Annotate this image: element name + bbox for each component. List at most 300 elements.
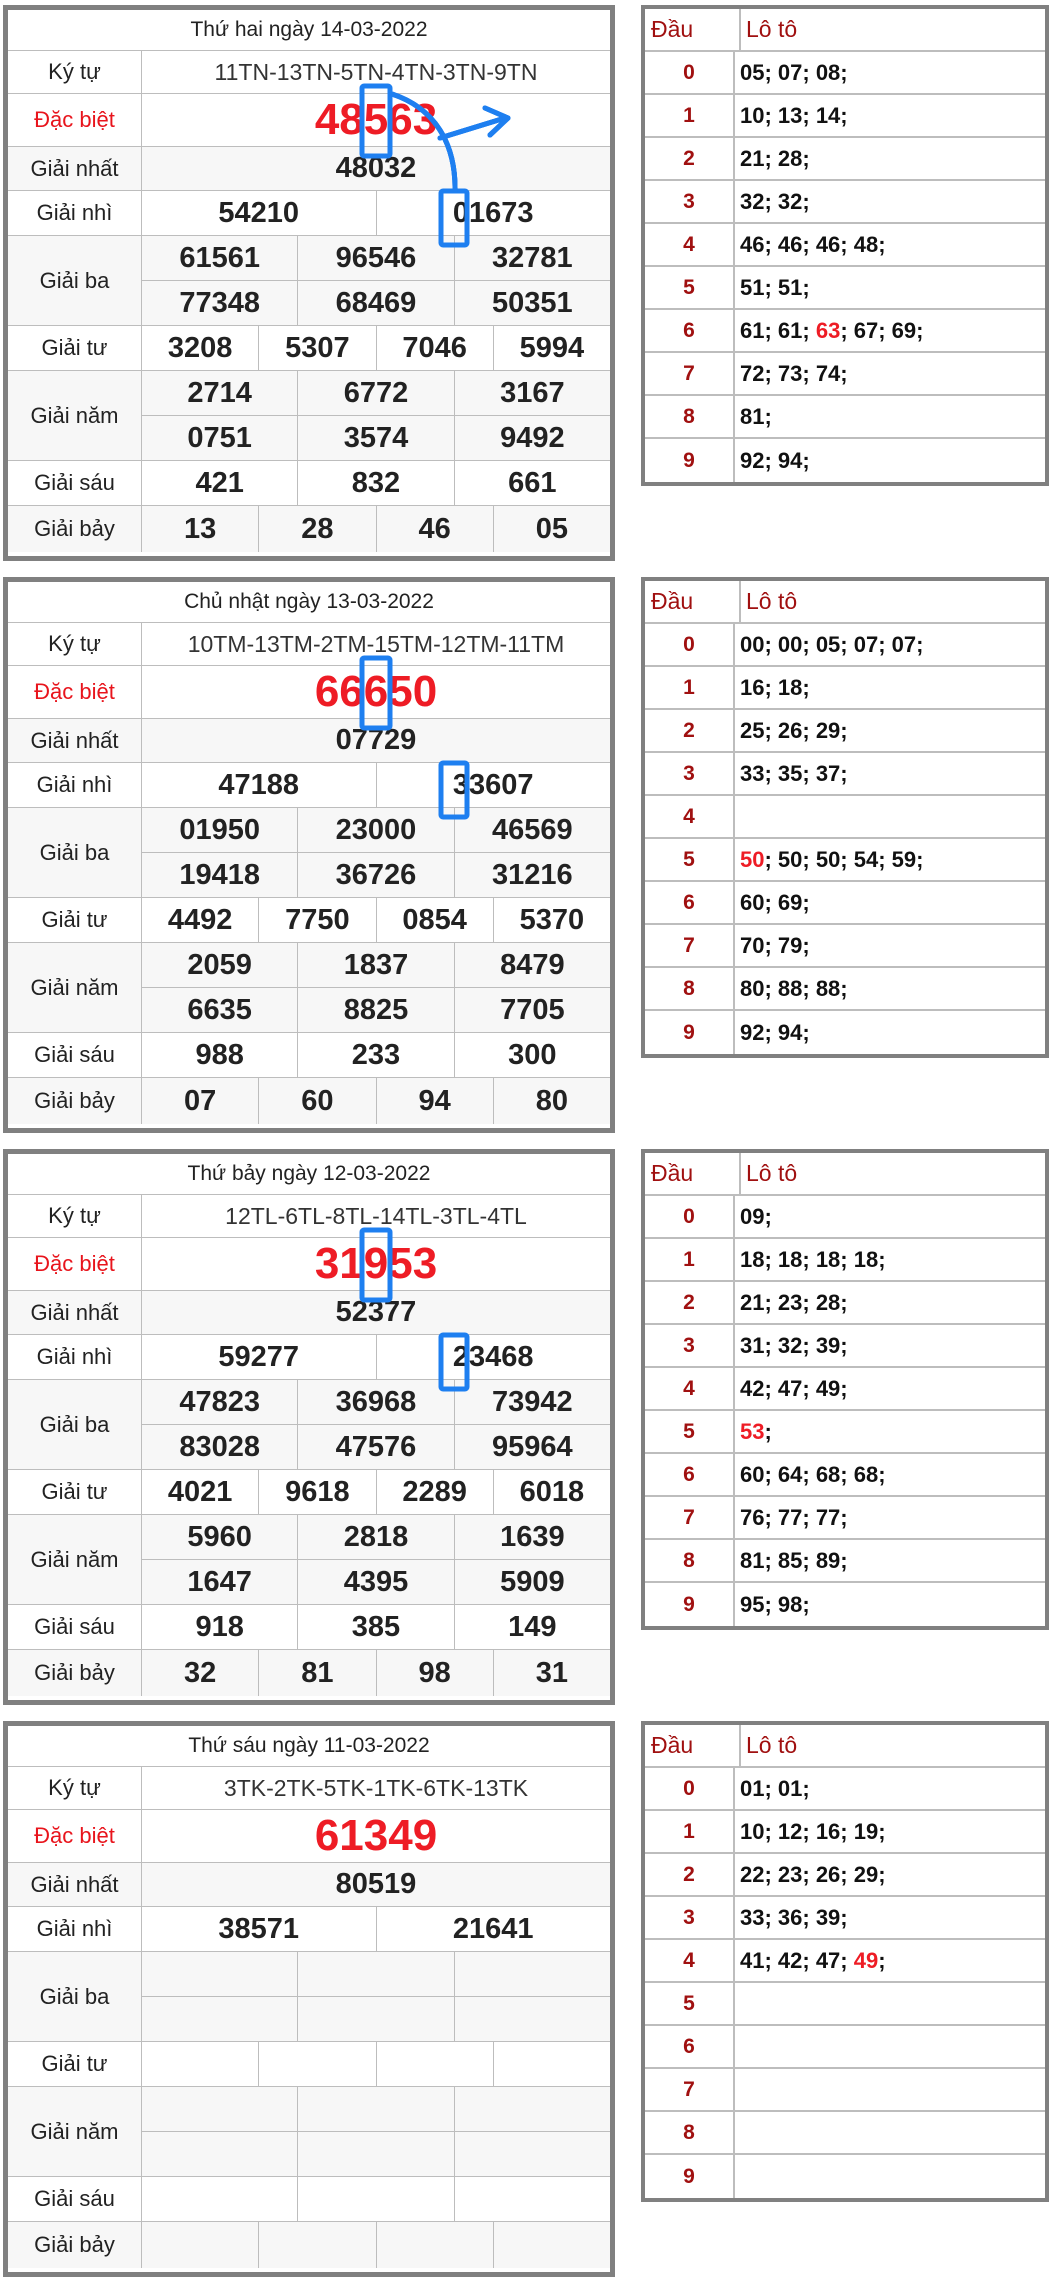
loto-numbers: [735, 882, 1045, 923]
loto-row: [645, 2069, 1045, 2112]
loto-header: [645, 1153, 1045, 1196]
loto-row: [645, 667, 1045, 710]
fifth-prize-number: 9492: [500, 421, 565, 454]
loto-row: [645, 1583, 1045, 1626]
second-prize-label: Giải nhì: [8, 1907, 142, 1951]
loto-head-digit: 8: [645, 396, 735, 437]
loto-special-highlight: 49: [853, 1947, 879, 1973]
loto-head-digit: 5: [645, 839, 735, 880]
fourth-prize-number: 5307: [259, 326, 376, 370]
third-prize-line: [142, 853, 610, 897]
fifth-prize-number: [455, 2087, 610, 2131]
second-prize-values: [142, 1335, 610, 1379]
draw-date-title: Thứ sáu ngày 11-03-2022: [8, 1726, 610, 1767]
third-prize-number: [298, 1952, 454, 1996]
loto-head-digit: 3: [645, 181, 735, 222]
fourth-prize-label: Giải tư: [8, 2042, 142, 2086]
sixth-prize-number: [142, 2177, 298, 2221]
loto-row: [645, 224, 1045, 267]
loto-text: 21; 23; 28;: [740, 1289, 848, 1315]
sixth-prize-number: 661: [508, 466, 557, 499]
draw-date-title: Thứ hai ngày 14-03-2022: [8, 10, 610, 51]
loto-text: 33; 35; 37;: [740, 760, 848, 786]
loto-head-digit: 4: [645, 796, 735, 837]
loto-text: 42; 47; 49;: [740, 1375, 848, 1401]
third-prize-line: [142, 1425, 610, 1469]
loto-text: 46; 46; 46; 48;: [740, 231, 886, 257]
fourth-prize-values: [142, 2042, 610, 2086]
third-prize-number: 83028: [142, 1425, 298, 1469]
loto-numbers: [735, 1239, 1045, 1280]
third-prize-number: 46569: [491, 813, 573, 846]
fifth-prize-number: 1837: [298, 943, 454, 987]
loto-numbers: [735, 624, 1045, 665]
loto-row: [645, 1897, 1045, 1940]
loto-row: [645, 796, 1045, 839]
loto-text: 10; 12; 16; 19;: [740, 1818, 886, 1844]
loto-head-digit: 8: [645, 2112, 735, 2153]
sixth-prize-label: Giải sáu: [8, 1033, 142, 1077]
fifth-prize-number: [142, 2087, 298, 2131]
sixth-prize-values: [142, 1033, 610, 1077]
second-prize-number: 21641: [452, 1912, 534, 1945]
loto-head-digit: 8: [645, 1540, 735, 1581]
loto-numbers: [735, 353, 1045, 394]
second-prize-row: [8, 1335, 610, 1380]
loto-numbers: [735, 267, 1045, 308]
seventh-prize-number: 07: [142, 1078, 259, 1124]
special-prize-row: [8, 1238, 610, 1291]
loto-table: [641, 1721, 1049, 2202]
loto-head-digit: 4: [645, 1940, 735, 1981]
seventh-prize-number: 94: [377, 1078, 494, 1124]
third-prize-line: [142, 236, 610, 281]
loto-numbers: [735, 52, 1045, 93]
loto-special-highlight: 53: [740, 1418, 765, 1444]
third-prize-number: [298, 1997, 454, 2041]
draw-date-title: Chủ nhật ngày 13-03-2022: [8, 582, 610, 623]
first-prize-row: [8, 1863, 610, 1907]
loto-text: 10; 13; 14;: [740, 102, 848, 128]
loto-special-highlight: 50: [740, 846, 765, 872]
loto-row: [645, 710, 1045, 753]
loto-header: [645, 1725, 1045, 1768]
fourth-prize-label: Giải tư: [8, 1470, 142, 1514]
first-prize-row: [8, 147, 610, 191]
loto-text: 41; 42; 47;: [740, 1947, 854, 1973]
loto-head-digit: 2: [645, 138, 735, 179]
fourth-prize-number: [259, 2042, 376, 2086]
loto-text: 51; 51;: [740, 274, 810, 300]
loto-row: [645, 925, 1045, 968]
second-prize-row: [8, 191, 610, 236]
fifth-prize-number: 5960: [142, 1515, 298, 1559]
fifth-prize-line: [142, 416, 610, 460]
loto-numbers: [735, 2155, 1045, 2198]
loto-head-digit: 5: [645, 267, 735, 308]
loto-numbers: [735, 1196, 1045, 1237]
loto-row: [645, 1325, 1045, 1368]
loto-numbers: [735, 1282, 1045, 1323]
loto-numbers: [735, 1854, 1045, 1895]
fifth-prize-line: [142, 943, 610, 988]
first-prize-row: [8, 1291, 610, 1335]
fifth-prize-label: Giải năm: [8, 943, 142, 1032]
loto-numbers: [735, 2069, 1045, 2110]
loto-head-digit: 3: [645, 1897, 735, 1938]
fourth-prize-values: [142, 326, 610, 370]
seventh-prize-row: [8, 506, 610, 552]
dau-header: Đầu: [645, 1153, 741, 1194]
ky-tu-value: 3TK-2TK-5TK-1TK-6TK-13TK: [223, 1774, 529, 1801]
loto-numbers: [735, 1811, 1045, 1852]
first-prize-label: Giải nhất: [8, 1863, 142, 1906]
loto-row: [645, 267, 1045, 310]
second-prize-label: Giải nhì: [8, 763, 142, 807]
second-prize-number: 23468: [452, 1340, 534, 1373]
fifth-prize-row: [8, 2087, 610, 2177]
second-prize-number: 59277: [142, 1335, 377, 1379]
first-prize-label: Giải nhất: [8, 1291, 142, 1334]
fifth-prize-label: Giải năm: [8, 1515, 142, 1604]
loto-numbers: [735, 753, 1045, 794]
third-prize-label: Giải ba: [8, 1952, 142, 2041]
second-prize-number: 54210: [142, 191, 377, 235]
fourth-prize-number: 5994: [519, 331, 585, 364]
fifth-prize-line: [142, 371, 610, 416]
fourth-prize-label: Giải tư: [8, 898, 142, 942]
third-prize-row: [8, 1380, 610, 1470]
ky-tu-label: Ký tự: [8, 623, 142, 665]
third-prize-line: [142, 1997, 610, 2041]
sixth-prize-values: [142, 2177, 610, 2221]
loto-row: [645, 882, 1045, 925]
second-prize-label: Giải nhì: [8, 1335, 142, 1379]
loto-row: [645, 1282, 1045, 1325]
sixth-prize-number: 233: [298, 1033, 454, 1077]
fourth-prize-number: [377, 2042, 494, 2086]
loto-numbers: [735, 396, 1045, 437]
fifth-prize-row: [8, 371, 610, 461]
results-table: [3, 5, 615, 561]
loto-text: 00; 00; 05; 07; 07;: [740, 631, 924, 657]
loto-row: [645, 753, 1045, 796]
sixth-prize-number: 988: [142, 1033, 298, 1077]
third-prize-number: 77348: [142, 281, 298, 325]
draw-block: [0, 1721, 1057, 2281]
sixth-prize-number: [455, 2177, 610, 2221]
fifth-prize-number: 1647: [142, 1560, 298, 1604]
loto-text: 31; 32; 39;: [740, 1332, 848, 1358]
fifth-prize-number: 6635: [142, 988, 298, 1032]
loto-text: 61; 61;: [740, 317, 816, 343]
loto-header: [645, 9, 1045, 52]
first-prize-number: 52377: [335, 1296, 417, 1328]
loto-text: 72; 73; 74;: [740, 360, 848, 386]
special-prize-number: 31953: [314, 1239, 438, 1288]
loto-head-digit: 3: [645, 753, 735, 794]
fifth-prize-row: [8, 1515, 610, 1605]
fifth-prize-line: [142, 1515, 610, 1560]
seventh-prize-label: Giải bảy: [8, 506, 142, 552]
loto-head-digit: 1: [645, 667, 735, 708]
loto-numbers: [735, 1368, 1045, 1409]
fifth-prize-number: [455, 2132, 610, 2176]
loto-text: 18; 18; 18; 18;: [740, 1246, 886, 1272]
fourth-prize-number: 0854: [377, 898, 494, 942]
loto-header-label: Lô tô: [746, 588, 798, 614]
second-prize-number: 01673: [452, 196, 534, 229]
loto-numbers: [735, 310, 1045, 351]
loto-numbers: [735, 2026, 1045, 2067]
loto-head-digit: 1: [645, 1239, 735, 1280]
loto-text: 22; 23; 26; 29;: [740, 1861, 886, 1887]
loto-row: [645, 839, 1045, 882]
third-prize-values: [142, 236, 610, 325]
ky-tu-value: 11TN-13TN-5TN-4TN-3TN-9TN: [214, 58, 538, 85]
loto-text: ;: [764, 1418, 772, 1444]
draw-block: [0, 5, 1057, 565]
ky-tu-value: 12TL-6TL-8TL-14TL-3TL-4TL: [225, 1202, 527, 1229]
fifth-prize-number: 3167: [500, 376, 565, 409]
third-prize-line: [142, 808, 610, 853]
special-prize-number: 61349: [314, 1811, 438, 1860]
loto-row: [645, 310, 1045, 353]
loto-row: [645, 1854, 1045, 1897]
loto-head-digit: 5: [645, 1411, 735, 1452]
fourth-prize-row: [8, 326, 610, 371]
loto-row: [645, 2155, 1045, 2198]
loto-head-digit: 9: [645, 1011, 735, 1054]
loto-numbers: [735, 1011, 1045, 1054]
third-prize-values: [142, 1380, 610, 1469]
loto-row: [645, 2112, 1045, 2155]
sixth-prize-row: [8, 461, 610, 506]
loto-numbers: [735, 925, 1045, 966]
second-prize-label: Giải nhì: [8, 191, 142, 235]
third-prize-number: 36968: [298, 1380, 454, 1424]
draw-block: [0, 1149, 1057, 1709]
special-prize-label: Đặc biệt: [8, 1238, 142, 1290]
third-prize-number: [455, 1997, 610, 2041]
loto-numbers: [735, 2112, 1045, 2153]
loto-text: 92; 94;: [740, 447, 810, 473]
loto-row: [645, 2026, 1045, 2069]
third-prize-number: 19418: [142, 853, 298, 897]
loto-header-label: Lô tô: [746, 1732, 798, 1758]
fifth-prize-values: [142, 1515, 610, 1604]
fifth-prize-values: [142, 943, 610, 1032]
fifth-prize-number: [298, 2132, 454, 2176]
loto-numbers: [735, 968, 1045, 1009]
loto-row: [645, 1768, 1045, 1811]
results-table: [3, 577, 615, 1133]
seventh-prize-label: Giải bảy: [8, 2222, 142, 2268]
second-prize-row: [8, 763, 610, 808]
loto-text: ; 50; 50; 54; 59;: [764, 846, 924, 872]
loto-head-digit: 1: [645, 1811, 735, 1852]
second-prize-number: 33607: [452, 768, 534, 801]
seventh-prize-number: 46: [377, 506, 494, 552]
fifth-prize-line: [142, 988, 610, 1032]
fifth-prize-values: [142, 371, 610, 460]
first-prize-label: Giải nhất: [8, 147, 142, 190]
third-prize-row: [8, 808, 610, 898]
seventh-prize-row: [8, 2222, 610, 2268]
loto-text: 60; 69;: [740, 889, 810, 915]
fifth-prize-number: 5909: [500, 1565, 565, 1598]
fourth-prize-label: Giải tư: [8, 326, 142, 370]
second-prize-values: [142, 763, 610, 807]
third-prize-number: 47576: [298, 1425, 454, 1469]
loto-head-digit: 9: [645, 1583, 735, 1626]
loto-text: 05; 07; 08;: [740, 59, 848, 85]
seventh-prize-number: 60: [259, 1078, 376, 1124]
loto-numbers: [735, 710, 1045, 751]
sixth-prize-values: [142, 461, 610, 505]
special-prize-label: Đặc biệt: [8, 1810, 142, 1862]
third-prize-label: Giải ba: [8, 808, 142, 897]
loto-head-digit: 6: [645, 1454, 735, 1495]
second-prize-values: [142, 191, 610, 235]
third-prize-number: 36726: [298, 853, 454, 897]
loto-text: 95; 98;: [740, 1591, 810, 1617]
loto-text: 70; 79;: [740, 932, 810, 958]
second-prize-row: [8, 1907, 610, 1952]
third-prize-number: 01950: [142, 808, 298, 852]
loto-head-digit: 2: [645, 1854, 735, 1895]
ky-tu-label: Ký tự: [8, 1195, 142, 1237]
fifth-prize-row: [8, 943, 610, 1033]
loto-special-highlight: 63: [815, 317, 841, 343]
third-prize-number: [455, 1952, 610, 1996]
loto-row: [645, 95, 1045, 138]
dau-header: Đầu: [645, 581, 741, 622]
seventh-prize-number: [494, 2222, 610, 2268]
seventh-prize-label: Giải bảy: [8, 1650, 142, 1696]
second-prize-number: 47188: [142, 763, 377, 807]
fifth-prize-number: [298, 2087, 454, 2131]
loto-numbers: [735, 1497, 1045, 1538]
loto-numbers: [735, 667, 1045, 708]
loto-text: 81; 85; 89;: [740, 1547, 848, 1573]
sixth-prize-number: 918: [142, 1605, 298, 1649]
sixth-prize-number: 421: [142, 461, 298, 505]
seventh-prize-number: 13: [142, 506, 259, 552]
loto-text: 01; 01;: [740, 1775, 810, 1801]
special-prize-row: [8, 666, 610, 719]
loto-text: 25; 26; 29;: [740, 717, 848, 743]
loto-head-digit: 6: [645, 310, 735, 351]
fourth-prize-number: 7046: [377, 326, 494, 370]
loto-text: 09;: [740, 1203, 772, 1229]
loto-row: [645, 1011, 1045, 1054]
fifth-prize-number: 8825: [298, 988, 454, 1032]
ky-tu-label: Ký tự: [8, 51, 142, 93]
sixth-prize-number: 149: [508, 1610, 557, 1643]
special-prize-row: [8, 94, 610, 147]
third-prize-number: 23000: [298, 808, 454, 852]
results-table: [3, 1149, 615, 1705]
loto-numbers: [735, 839, 1045, 880]
fourth-prize-values: [142, 1470, 610, 1514]
loto-numbers: [735, 181, 1045, 222]
loto-row: [645, 1940, 1045, 1983]
seventh-prize-number: [259, 2222, 376, 2268]
fifth-prize-values: [142, 2087, 610, 2176]
loto-numbers: [735, 138, 1045, 179]
third-prize-number: 61561: [142, 236, 298, 280]
fourth-prize-number: 3208: [142, 326, 259, 370]
dau-header: Đầu: [645, 1725, 741, 1766]
sixth-prize-number: 385: [298, 1605, 454, 1649]
third-prize-line: [142, 1952, 610, 1997]
loto-row: [645, 1497, 1045, 1540]
special-prize-number: 48563: [314, 95, 438, 144]
loto-head-digit: 2: [645, 710, 735, 751]
loto-head-digit: 9: [645, 2155, 735, 2198]
fourth-prize-number: 5370: [519, 903, 585, 936]
fifth-prize-number: 2818: [298, 1515, 454, 1559]
seventh-prize-values: [142, 1078, 610, 1124]
seventh-prize-number: 31: [535, 1656, 568, 1689]
fifth-prize-label: Giải năm: [8, 371, 142, 460]
loto-row: [645, 1811, 1045, 1854]
loto-row: [645, 1368, 1045, 1411]
seventh-prize-number: 80: [535, 1084, 568, 1117]
loto-numbers: [735, 1325, 1045, 1366]
fifth-prize-number: 1639: [500, 1520, 565, 1553]
loto-head-digit: 0: [645, 52, 735, 93]
loto-row: [645, 138, 1045, 181]
loto-head-digit: 4: [645, 1368, 735, 1409]
fifth-prize-number: 4395: [298, 1560, 454, 1604]
fifth-prize-line: [142, 2087, 610, 2132]
special-prize-label: Đặc biệt: [8, 94, 142, 146]
sixth-prize-number: [298, 2177, 454, 2221]
fourth-prize-number: [494, 2042, 610, 2086]
fourth-prize-number: 7750: [259, 898, 376, 942]
second-prize-number: 38571: [142, 1907, 377, 1951]
first-prize-row: [8, 719, 610, 763]
sixth-prize-label: Giải sáu: [8, 1605, 142, 1649]
loto-head-digit: 8: [645, 968, 735, 1009]
seventh-prize-label: Giải bảy: [8, 1078, 142, 1124]
third-prize-label: Giải ba: [8, 236, 142, 325]
loto-head-digit: 7: [645, 353, 735, 394]
loto-numbers: [735, 1983, 1045, 2024]
seventh-prize-values: [142, 2222, 610, 2268]
seventh-prize-row: [8, 1078, 610, 1124]
loto-header-label: Lô tô: [746, 1160, 798, 1186]
seventh-prize-number: 98: [377, 1650, 494, 1696]
loto-row: [645, 353, 1045, 396]
loto-header: [645, 581, 1045, 624]
fifth-prize-label: Giải năm: [8, 2087, 142, 2176]
third-prize-number: [142, 1952, 298, 1996]
fifth-prize-number: 2059: [142, 943, 298, 987]
draw-date-title: Thứ bảy ngày 12-03-2022: [8, 1154, 610, 1195]
loto-table: [641, 5, 1049, 486]
loto-row: [645, 1454, 1045, 1497]
ky-tu-label: Ký tự: [8, 1767, 142, 1809]
loto-numbers: [735, 1768, 1045, 1809]
fourth-prize-values: [142, 898, 610, 942]
loto-table: [641, 1149, 1049, 1630]
loto-row: [645, 1983, 1045, 2026]
loto-head-digit: 0: [645, 1196, 735, 1237]
dau-header: Đầu: [645, 9, 741, 50]
